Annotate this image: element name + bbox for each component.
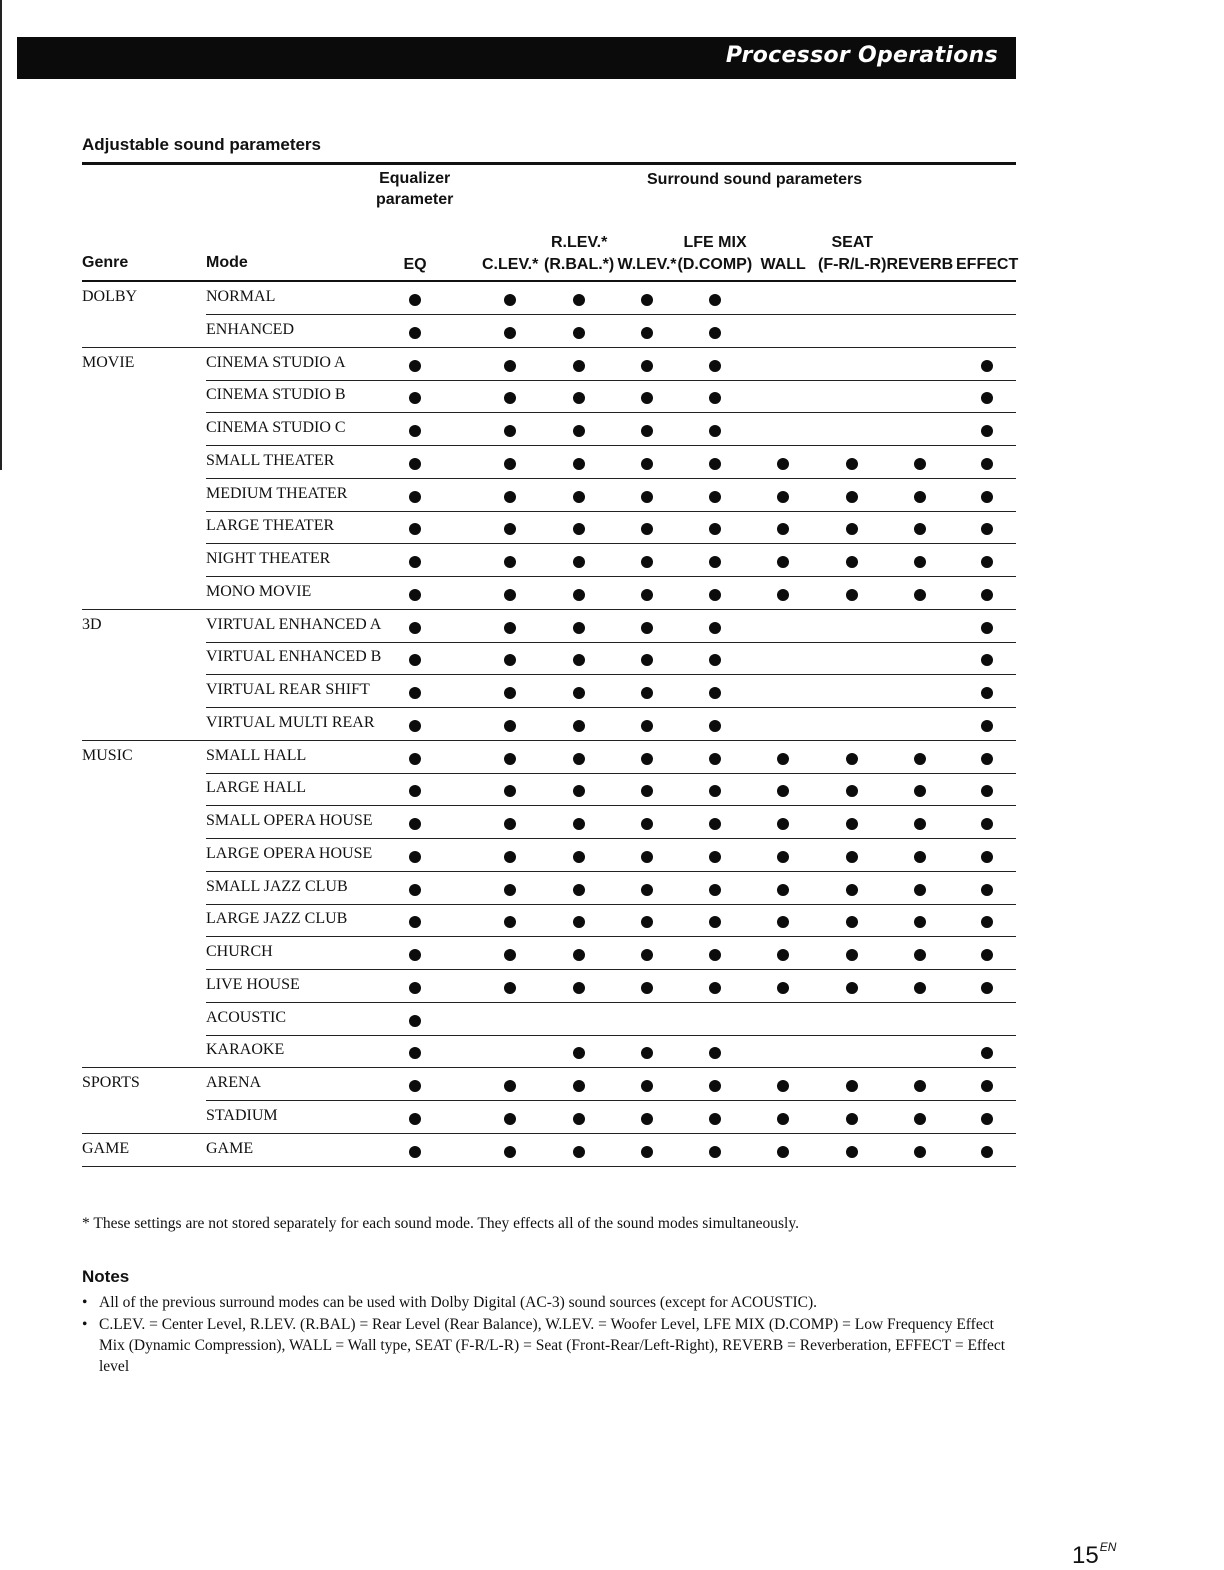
bullet-dot-lfe (709, 1080, 721, 1092)
bullet-dot-effect (981, 622, 993, 634)
bullet-dot-rlev (573, 392, 585, 404)
bullet-dot-lfe (709, 654, 721, 666)
bullet-dot-clev (504, 491, 516, 503)
bullet-dot-eq (409, 425, 421, 437)
bullet-dot-reverb (914, 1080, 926, 1092)
bullet-dot-wlev (641, 360, 653, 372)
bullet-dot-rlev (573, 589, 585, 601)
bullet-dot-eq (409, 916, 421, 928)
bullet-dot-wlev (641, 654, 653, 666)
mode-cell: STADIUM (206, 1106, 278, 1124)
bullet-dot-reverb (914, 785, 926, 797)
bullet-dot-wall (777, 916, 789, 928)
bullet-dot-rlev (573, 982, 585, 994)
bullet-dot-lfe (709, 523, 721, 535)
bullet-dot-eq (409, 654, 421, 666)
bullet-dot-lfe (709, 425, 721, 437)
table-row (0, 806, 1224, 839)
bullet-dot-seat (846, 916, 858, 928)
bullet-dot-eq (409, 851, 421, 863)
table-row (0, 413, 1224, 446)
bullet-dot-effect (981, 392, 993, 404)
bullet-dot-clev (504, 949, 516, 961)
bullet-dot-clev (504, 589, 516, 601)
bullet-dot-seat (846, 589, 858, 601)
mode-column-header: Mode (206, 254, 248, 271)
bullet-dot-seat (846, 491, 858, 503)
mode-cell: CINEMA STUDIO B (206, 386, 346, 404)
bullet-dot-wlev (641, 1047, 653, 1059)
bullet-dot-clev (504, 425, 516, 437)
bullet-dot-reverb (914, 884, 926, 896)
bullet-dot-lfe (709, 916, 721, 928)
mode-cell: KARAOKE (206, 1041, 285, 1059)
bullet-dot-eq (409, 523, 421, 535)
bullet-dot-wlev (641, 425, 653, 437)
mode-cell: VIRTUAL REAR SHIFT (206, 681, 370, 698)
bullet-dot-eq (409, 1080, 421, 1092)
bullet-dot-wall (777, 851, 789, 863)
row-divider (82, 1166, 1016, 1167)
table-row (0, 1101, 1224, 1134)
column-header-seat: (F-R/L-R) (818, 256, 887, 273)
mode-cell: SMALL OPERA HOUSE (206, 812, 373, 829)
bullet-dot-effect (981, 982, 993, 994)
bullet-dot-reverb (914, 491, 926, 503)
mode-cell: SMALL THEATER (206, 451, 335, 469)
mode-cell: GAME (206, 1139, 254, 1157)
bullet-dot-seat (846, 458, 858, 470)
bullet-icon: • (82, 1294, 88, 1311)
genre-cell: MUSIC (82, 746, 133, 764)
bullet-dot-clev (504, 458, 516, 470)
bullet-dot-wlev (641, 523, 653, 535)
table-row (0, 937, 1224, 970)
table-row (0, 773, 1224, 806)
bullet-dot-effect (981, 360, 993, 372)
bullet-dot-lfe (709, 622, 721, 634)
bullet-dot-reverb (914, 1113, 926, 1125)
bullet-dot-wall (777, 1080, 789, 1092)
bullet-dot-wall (777, 491, 789, 503)
mode-cell: CINEMA STUDIO C (206, 419, 346, 436)
bullet-dot-wall (777, 818, 789, 830)
bullet-dot-wall (777, 785, 789, 797)
bullet-dot-clev (504, 884, 516, 896)
bullet-dot-effect (981, 1113, 993, 1125)
table-row (0, 1003, 1224, 1036)
bullet-dot-effect (981, 425, 993, 437)
bullet-dot-seat (846, 753, 858, 765)
table-row (0, 544, 1224, 577)
bullet-dot-wall (777, 458, 789, 470)
bullet-dot-eq (409, 392, 421, 404)
section-header-title: Processor Operations (725, 43, 998, 68)
bullet-dot-eq (409, 949, 421, 961)
bullet-dot-eq (409, 720, 421, 732)
note-text-2: C.LEV. = Center Level, R.LEV. (R.BAL) = Rear Level (Rear Balance), W.LEV. = Woofer Level, LFE MIX (D.COMP) = Low Frequency Effect Mix (Dynamic Compression), WALL = Wall type, SEAT (F-R/L-R) = Seat (Front-Rear/Left-Right), REVERB = Reverberation, EFFECT = Effect level (99, 1316, 1006, 1375)
column-header-effect: EFFECT (956, 256, 1019, 273)
bullet-dot-lfe (709, 1047, 721, 1059)
bullet-dot-clev (504, 294, 516, 306)
bullet-dot-wlev (641, 916, 653, 928)
bullet-dot-seat (846, 785, 858, 797)
mode-cell: VIRTUAL MULTI REAR (206, 713, 375, 731)
bullet-dot-effect (981, 589, 993, 601)
bullet-dot-reverb (914, 851, 926, 863)
table-row (0, 511, 1224, 544)
bullet-dot-clev (504, 753, 516, 765)
bullet-dot-rlev (573, 523, 585, 535)
bullet-dot-eq (409, 982, 421, 994)
column-header-lfe-top: LFE MIX (683, 234, 747, 251)
bullet-dot-rlev (573, 1080, 585, 1092)
bullet-dot-clev (504, 622, 516, 634)
bullet-dot-reverb (914, 589, 926, 601)
bullet-dot-effect (981, 785, 993, 797)
bullet-dot-eq (409, 360, 421, 372)
bullet-dot-wall (777, 753, 789, 765)
table-row (0, 642, 1224, 675)
table-row (0, 839, 1224, 872)
bullet-dot-rlev (573, 622, 585, 634)
bullet-dot-lfe (709, 392, 721, 404)
bullet-dot-wall (777, 523, 789, 535)
mode-cell: NORMAL (206, 288, 276, 305)
bullet-dot-reverb (914, 556, 926, 568)
bullet-dot-lfe (709, 687, 721, 699)
bullet-dot-eq (409, 687, 421, 699)
bullet-dot-lfe (709, 458, 721, 470)
bullet-dot-eq (409, 294, 421, 306)
page-number (1072, 1540, 1116, 1570)
column-header-lfe: (D.COMP) (677, 256, 753, 273)
bullet-dot-clev (504, 818, 516, 830)
bullet-dot-wlev (641, 720, 653, 732)
bullet-dot-rlev (573, 753, 585, 765)
bullet-dot-rlev (573, 491, 585, 503)
bullet-dot-rlev (573, 720, 585, 732)
bullet-dot-rlev (573, 1047, 585, 1059)
mode-cell: MONO MOVIE (206, 582, 312, 600)
bullet-dot-lfe (709, 589, 721, 601)
bullet-dot-lfe (709, 753, 721, 765)
table-row (0, 904, 1224, 937)
table-row (0, 479, 1224, 512)
table-title: Adjustable sound parameters (82, 135, 322, 154)
bullet-dot-rlev (573, 884, 585, 896)
bullet-dot-wall (777, 556, 789, 568)
bullet-dot-reverb (914, 982, 926, 994)
title-rule (82, 162, 1016, 165)
bullet-dot-lfe (709, 949, 721, 961)
column-header-wall: WALL (760, 256, 806, 273)
bullet-dot-seat (846, 818, 858, 830)
table-row (0, 1068, 1224, 1101)
bullet-dot-wlev (641, 949, 653, 961)
table-row (0, 741, 1224, 774)
bullet-dot-reverb (914, 753, 926, 765)
bullet-dot-clev (504, 851, 516, 863)
bullet-dot-wall (777, 949, 789, 961)
table-row (0, 1134, 1224, 1167)
bullet-dot-lfe (709, 491, 721, 503)
table-row (0, 675, 1224, 708)
bullet-dot-eq (409, 884, 421, 896)
bullet-dot-clev (504, 1146, 516, 1158)
table-row (0, 577, 1224, 610)
bullet-dot-rlev (573, 360, 585, 372)
bullet-dot-effect (981, 1080, 993, 1092)
note-item-2 (82, 1314, 1016, 1377)
bullet-dot-clev (504, 1113, 516, 1125)
genre-cell: GAME (82, 1139, 130, 1157)
note-text-1: All of the previous surround modes can be used with Dolby Digital (AC-3) sound sources (except for ACOUSTIC). (99, 1294, 818, 1311)
column-header-rlev-top: R.LEV.* (551, 234, 608, 251)
bullet-dot-eq (409, 1015, 421, 1027)
bullet-dot-rlev (573, 818, 585, 830)
genre-cell: DOLBY (82, 288, 138, 305)
genre-cell: 3D (82, 615, 102, 633)
bullet-dot-wall (777, 982, 789, 994)
bullet-dot-clev (504, 654, 516, 666)
bullet-dot-rlev (573, 327, 585, 339)
column-header-wlev: W.LEV.* (617, 256, 677, 273)
bullet-dot-clev (504, 327, 516, 339)
table-row (0, 348, 1224, 381)
bullet-dot-rlev (573, 556, 585, 568)
bullet-dot-wlev (641, 1080, 653, 1092)
column-header-reverb: REVERB (886, 256, 954, 273)
bullet-dot-lfe (709, 294, 721, 306)
column-header-clev: C.LEV.* (482, 256, 539, 273)
column-header-eq: EQ (403, 256, 427, 273)
bullet-dot-eq (409, 622, 421, 634)
bullet-dot-wall (777, 1146, 789, 1158)
bullet-dot-seat (846, 523, 858, 535)
bullet-dot-clev (504, 392, 516, 404)
genre-cell: MOVIE (82, 353, 135, 371)
genre-column-header: Genre (82, 254, 129, 271)
bullet-dot-eq (409, 785, 421, 797)
bullet-dot-clev (504, 916, 516, 928)
bullet-dot-reverb (914, 949, 926, 961)
bullet-dot-wlev (641, 851, 653, 863)
bullet-dot-rlev (573, 851, 585, 863)
bullet-dot-effect (981, 884, 993, 896)
bullet-dot-reverb (914, 458, 926, 470)
bullet-dot-reverb (914, 916, 926, 928)
column-header-rlev: (R.BAL.*) (544, 256, 615, 273)
bullet-dot-wlev (641, 491, 653, 503)
bullet-dot-rlev (573, 458, 585, 470)
mode-cell: LARGE HALL (206, 779, 306, 797)
bullet-dot-rlev (573, 294, 585, 306)
bullet-dot-eq (409, 753, 421, 765)
bullet-dot-effect (981, 753, 993, 765)
bullet-dot-clev (504, 1080, 516, 1092)
mode-cell: CINEMA STUDIO A (206, 353, 346, 371)
bullet-dot-wlev (641, 753, 653, 765)
bullet-dot-wall (777, 884, 789, 896)
genre-cell: SPORTS (82, 1074, 140, 1091)
bullet-dot-effect (981, 818, 993, 830)
equalizer-group-header (376, 168, 453, 210)
bullet-dot-effect (981, 720, 993, 732)
table-row (0, 872, 1224, 905)
bullet-dot-seat (846, 1080, 858, 1092)
bullet-dot-effect (981, 556, 993, 568)
bullet-dot-wall (777, 589, 789, 601)
bullet-dot-rlev (573, 1146, 585, 1158)
bullet-dot-eq (409, 589, 421, 601)
bullet-dot-seat (846, 982, 858, 994)
bullet-dot-wlev (641, 622, 653, 634)
bullet-dot-lfe (709, 556, 721, 568)
table-row (0, 1035, 1224, 1068)
bullet-dot-wlev (641, 982, 653, 994)
bullet-dot-wlev (641, 589, 653, 601)
bullet-dot-rlev (573, 785, 585, 797)
surround-group-header: Surround sound parameters (647, 171, 863, 188)
bullet-dot-lfe (709, 785, 721, 797)
mode-cell: SMALL JAZZ CLUB (206, 877, 348, 895)
table-row (0, 708, 1224, 741)
bullet-dot-effect (981, 687, 993, 699)
bullet-dot-rlev (573, 425, 585, 437)
bullet-dot-clev (504, 523, 516, 535)
equalizer-header-line1: Equalizer (379, 170, 451, 187)
bullet-dot-effect (981, 1047, 993, 1059)
bullet-dot-wlev (641, 392, 653, 404)
bullet-dot-clev (504, 785, 516, 797)
bullet-dot-eq (409, 818, 421, 830)
bullet-dot-wlev (641, 327, 653, 339)
mode-cell: ARENA (206, 1074, 262, 1091)
bullet-dot-rlev (573, 949, 585, 961)
bullet-dot-reverb (914, 818, 926, 830)
table-row (0, 315, 1224, 348)
bullet-dot-eq (409, 491, 421, 503)
bullet-dot-lfe (709, 720, 721, 732)
bullet-dot-effect (981, 458, 993, 470)
bullet-dot-wlev (641, 785, 653, 797)
bullet-dot-wlev (641, 687, 653, 699)
mode-cell: SMALL HALL (206, 746, 307, 764)
bullet-dot-lfe (709, 884, 721, 896)
bullet-dot-seat (846, 949, 858, 961)
mode-cell: LIVE HOUSE (206, 975, 300, 993)
bullet-dot-wlev (641, 1146, 653, 1158)
notes-title: Notes (82, 1267, 130, 1286)
bullet-dot-wlev (641, 556, 653, 568)
bullet-dot-eq (409, 327, 421, 339)
table-row (0, 380, 1224, 413)
section-header-bar (17, 37, 1016, 79)
bullet-dot-effect (981, 851, 993, 863)
bullet-dot-wlev (641, 884, 653, 896)
footnote: * These settings are not stored separately for each sound mode. They effects all of the sound modes simultaneously. (82, 1215, 799, 1232)
bullet-dot-effect (981, 1146, 993, 1158)
bullet-dot-clev (504, 687, 516, 699)
bullet-dot-eq (409, 1146, 421, 1158)
bullet-dot-reverb (914, 523, 926, 535)
bullet-dot-rlev (573, 654, 585, 666)
bullet-dot-seat (846, 884, 858, 896)
bullet-dot-seat (846, 1113, 858, 1125)
bullet-dot-eq (409, 458, 421, 470)
equalizer-header-line2: parameter (376, 191, 454, 208)
bullet-dot-lfe (709, 1113, 721, 1125)
bullet-dot-clev (504, 720, 516, 732)
mode-cell: ACOUSTIC (206, 1008, 287, 1026)
bullet-dot-rlev (573, 1113, 585, 1125)
bullet-icon: • (82, 1316, 88, 1333)
mode-cell: NIGHT THEATER (206, 550, 331, 567)
note-item-1 (82, 1292, 1016, 1313)
bullet-dot-effect (981, 949, 993, 961)
bullet-dot-lfe (709, 1146, 721, 1158)
bullet-dot-lfe (709, 982, 721, 994)
bullet-dot-lfe (709, 327, 721, 339)
bullet-dot-wlev (641, 1113, 653, 1125)
bullet-dot-seat (846, 851, 858, 863)
mode-cell: MEDIUM THEATER (206, 484, 348, 502)
bullet-dot-eq (409, 1113, 421, 1125)
mode-cell: VIRTUAL ENHANCED B (206, 648, 382, 666)
bullet-dot-effect (981, 916, 993, 928)
bullet-dot-effect (981, 523, 993, 535)
bullet-dot-effect (981, 654, 993, 666)
mode-cell: VIRTUAL ENHANCED A (206, 615, 382, 633)
bullet-dot-rlev (573, 687, 585, 699)
bullet-dot-seat (846, 556, 858, 568)
mode-cell: LARGE OPERA HOUSE (206, 844, 373, 862)
bullet-dot-wall (777, 1113, 789, 1125)
bullet-dot-wlev (641, 294, 653, 306)
mode-cell: CHURCH (206, 943, 273, 960)
table-row (0, 282, 1224, 315)
bullet-dot-lfe (709, 360, 721, 372)
bullet-dot-eq (409, 1047, 421, 1059)
mode-cell: LARGE JAZZ CLUB (206, 910, 348, 928)
page-number-value: 15 (1072, 1542, 1099, 1569)
bullet-dot-lfe (709, 818, 721, 830)
bullet-dot-rlev (573, 916, 585, 928)
bullet-dot-clev (504, 556, 516, 568)
bullet-dot-reverb (914, 1146, 926, 1158)
bullet-dot-clev (504, 982, 516, 994)
mode-cell: ENHANCED (206, 320, 294, 338)
bullet-dot-seat (846, 1146, 858, 1158)
table-row (0, 610, 1224, 643)
page-number-suffix: EN (1099, 1540, 1117, 1554)
column-header-seat-top: SEAT (831, 234, 873, 251)
bullet-dot-lfe (709, 851, 721, 863)
bullet-dot-eq (409, 556, 421, 568)
table-row (0, 446, 1224, 479)
mode-cell: LARGE THEATER (206, 517, 335, 535)
bullet-dot-wlev (641, 458, 653, 470)
bullet-dot-wlev (641, 818, 653, 830)
bullet-dot-effect (981, 491, 993, 503)
table-row (0, 970, 1224, 1003)
bullet-dot-clev (504, 360, 516, 372)
